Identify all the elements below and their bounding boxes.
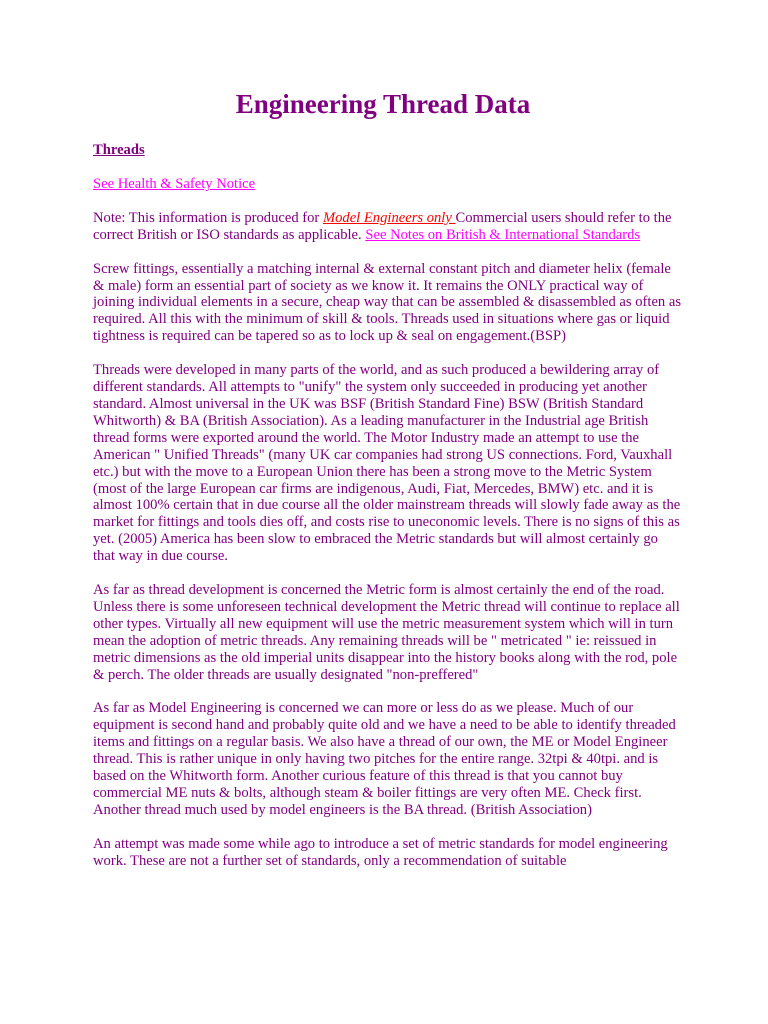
note-paragraph (93, 210, 683, 244)
paragraph-metric-standards: An attempt was made some while ago to introduce a set of metric standards for model engineering work. These are not a further set of standards, only a recommendation of suitable (93, 835, 668, 869)
note-prefix: Note: This information is produced for (93, 209, 323, 226)
model-engineers-link[interactable]: Model Engineers only (322, 209, 456, 226)
document-body (93, 86, 683, 887)
paragraph-screw-fittings: Screw fittings, essentially a matching internal & external constant pitch and diameter helix (female & male) form an essential part of society as we know it. It remains the ONLY practical way of joining individual elements in a secure, cheap way that can be assembled & disassembled as often as required. All this with the minimum of skill & tools. Threads used in situations where gas or liquid tightness is required can be tapered so as to lock up & seal on engagement.(BSP) (93, 260, 682, 345)
health-safety-paragraph (93, 176, 683, 193)
note-middle: Commercial users should refer to the correct British or ISO standards as applicable. (93, 209, 672, 243)
section-heading-threads: Threads (93, 142, 145, 158)
standards-notes-link[interactable]: See Notes on British & International Standards (365, 226, 641, 243)
paragraph-metric-development: As far as thread development is concerned the Metric form is almost certainly the end of the road. Unless there is some unforeseen technical development the Metric thread will continue to replace all other types. Virtually all new equipment will use the metric measurement system which will in turn mean the adoption of metric threads. Any remaining threads will be " metricated " ie: reissued in metric dimensions as the old imperial units disappear into the history books along with the rod, pole & perch. The older threads are usually designated "non-preffered" (93, 582, 680, 683)
paragraph-model-engineering: As far as Model Engineering is concerned we can more or less do as we please. Much of our equipment is second hand and probably quite old and we have a need to be able to identify threaded items and fittings on a regular basis. We also have a thread of our own, the ME or Model Engineer thread. This is rather unique in only having two pitches for the entire range. 32tpi & 40tpi. and is based on the Whitworth form. Another curious feature of this thread is that you cannot buy commercial ME nuts & bolts, although steam & boiler fittings are very often ME. Check first. Another thread much used by model engineers is the BA thread. (British Association) (93, 700, 676, 818)
health-safety-link[interactable]: See Health & Safety Notice (93, 175, 256, 192)
paragraph-thread-standards: Threads were developed in many parts of the world, and as such produced a bewildering array of different standards. All attempts to "unify" the system only succeeded in producing yet another standard. Almost universal in the UK was BSF (British Standard Fine) BSW (British Standard Whitworth) & BA (British Association). As a leading manufacturer in the Industrial age British thread forms were exported around the world. The Motor Industry made an attempt to use the American " Unified Threads" (many UK car companies had strong US connections. Ford, Vauxhall etc.) but with the move to a European Union there has been a strong move to the Metric System (most of the large European car firms are indigenous, Audi, Fiat, Mercedes, BMW) etc. and it is almost 100% certain that in due course all the older mainstream threads will slowly fade away as the market for fittings and tools dies off, and costs rise to uneconomic levels. There is no signs of this as yet. (2005) America has been slow to embraced the Metric standards but will almost certainly go that way in due course. (93, 362, 681, 565)
page-title: Engineering Thread Data (235, 89, 531, 119)
